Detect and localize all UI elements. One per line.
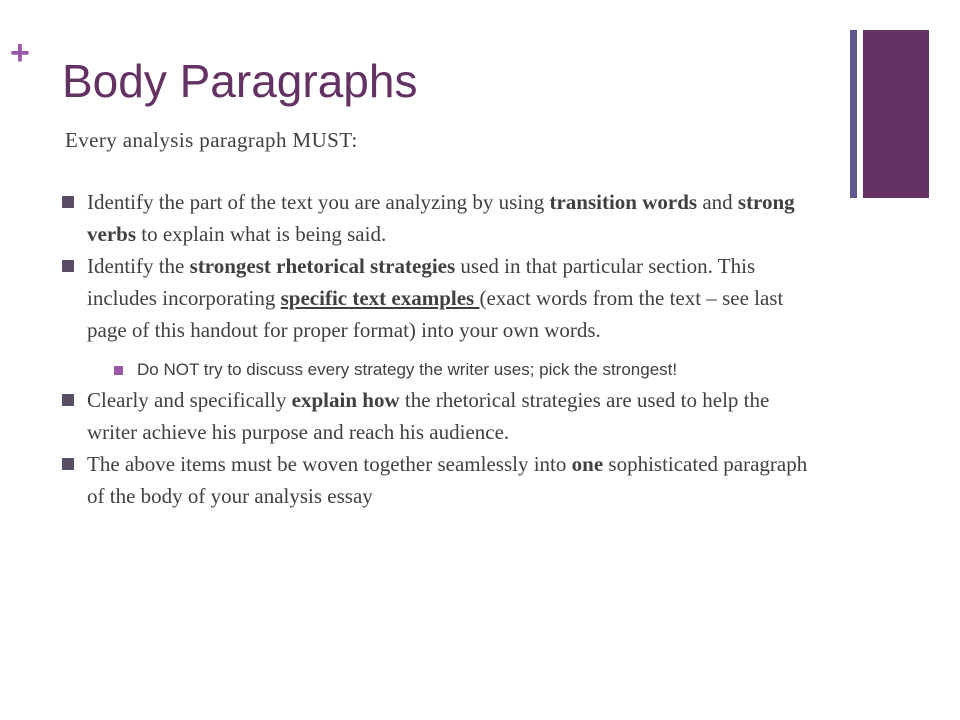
bullet-item-explain xyxy=(62,384,822,448)
bullet-bold-text: one xyxy=(571,452,604,476)
bullet-text: sophisticated paragraph of the body of your analysis essay xyxy=(87,452,808,508)
bullet-list xyxy=(62,186,822,512)
decorative-thin-bar xyxy=(850,30,857,198)
square-bullet-icon xyxy=(62,196,74,208)
plus-icon: + xyxy=(10,34,30,72)
bullet-text: the rhetorical strategies are used to help the writer achieve his purpose and reach his audience. xyxy=(87,388,770,444)
sub-bullet-item xyxy=(87,356,822,384)
bullet-item-woven xyxy=(62,448,822,512)
bullet-text: to explain what is being said. xyxy=(136,222,387,246)
square-bullet-icon xyxy=(62,260,74,272)
bullet-bold-text: strong verbs xyxy=(87,190,795,246)
bullet-text: (exact words from the text – see last page of this handout for proper format) into your own words. xyxy=(87,286,784,342)
bullet-bold-text: explain how xyxy=(291,388,400,412)
bullet-text: used in that particular section. This includes incorporating xyxy=(87,254,756,310)
bullet-text: The above items must be woven together seamlessly into xyxy=(87,452,572,476)
decorative-thick-bar xyxy=(863,30,929,198)
bullet-item-strategies xyxy=(62,250,822,384)
square-bullet-icon xyxy=(62,458,74,470)
bullet-underlined-text: specific text examples xyxy=(280,286,480,310)
sub-bullet-text: Do NOT try to discuss every strategy the writer uses; pick the strongest! xyxy=(137,360,678,379)
bullet-bold-text: transition words xyxy=(549,190,698,214)
bullet-text: Clearly and specifically xyxy=(87,388,292,412)
bullet-item-transitions xyxy=(62,186,822,250)
slide-title: Body Paragraphs xyxy=(62,55,418,107)
bullet-text: Identify the part of the text you are analyzing by using xyxy=(87,190,550,214)
square-bullet-icon xyxy=(62,394,74,406)
slide-intro: Every analysis paragraph MUST: xyxy=(65,128,358,152)
bullet-text: and xyxy=(697,190,738,214)
small-square-bullet-icon xyxy=(114,366,123,375)
bullet-bold-text: strongest rhetorical strategies xyxy=(189,254,456,278)
bullet-text: Identify the xyxy=(87,254,190,278)
